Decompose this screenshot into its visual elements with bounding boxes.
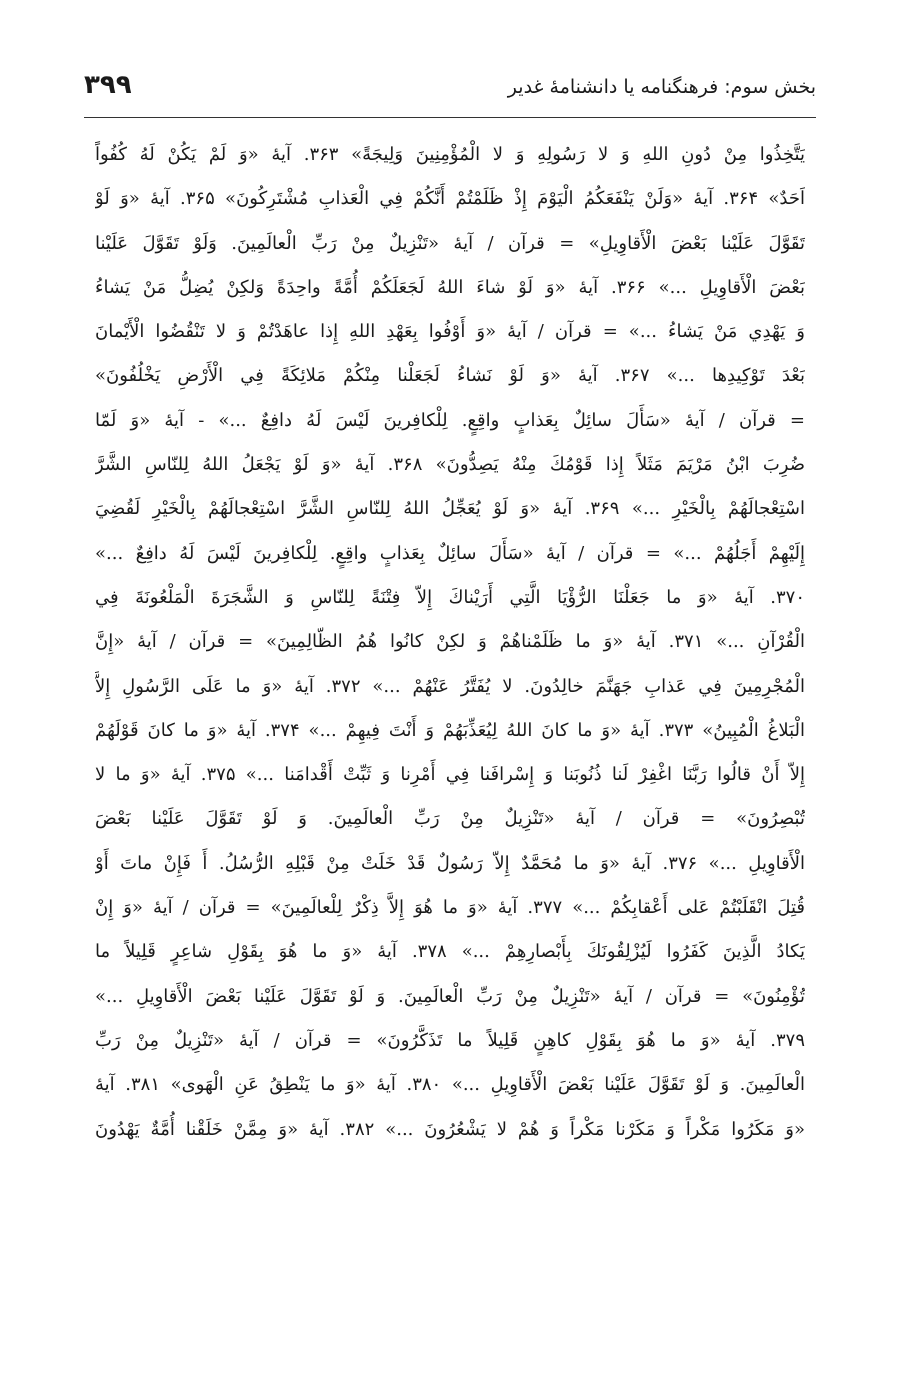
header-rule [84,117,816,118]
text-line: اسْتِعْجالَهُمْ بِالْخَيْرِ ...» ۳۶۹. آيهٔ «وَ لَوْ يُعَجِّلُ اللهُ لِلنّاسِ الشَّرَّ اسْتِعْجالَهُمْ بِالْخَيْرِ لَقُضِيَ [95,498,805,520]
text-line: تُبْصِرُونَ» = قرآن / آيهٔ «تَنْزِيلٌ مِنْ رَبِّ الْعالَمِينَ. وَ لَوْ تَقَوَّلَ عَلَيْنا بَعْضَ [95,808,805,830]
text-line: الْبَلاغُ الْمُبِينُ» ۳۷۳. آيهٔ «وَ ما كانَ اللهُ لِيُعَذِّبَهُمْ وَ أَنْتَ فِيهِمْ ...» ۳۷۴. آيهٔ «وَ ما كانَ قَوْلَهُمْ [95,719,805,741]
text-line: قُتِلَ انْقَلَبْتُمْ عَلى أَعْقابِكُمْ ...» ۳۷۷. آيهٔ «وَ ما هُوَ إِلاَّ ذِكْرٌ لِلْعالَمِينَ» = قرآن / آيهٔ «وَ إِنْ [95,897,805,919]
text-line: ضُرِبَ ابْنُ مَرْيَمَ مَثَلاً إِذا قَوْمُكَ مِنْهُ يَصِدُّونَ» ۳۶۸. آيهٔ «وَ لَوْ يَجْعَلُ اللهُ لِلنّاسِ الشَّرَّ [95,454,805,476]
text-line: ۳۷۹. آيهٔ «وَ ما هُوَ بِقَوْلِ كاهِنٍ قَلِيلاً ما تَذَكَّرُونَ» = قرآن / آيهٔ «تَنْزِيلٌ مِنْ رَبِّ [95,1029,805,1051]
text-line: «وَ مَكَرُوا مَكْراً وَ مَكَرْنا مَكْراً وَ هُمْ لا يَشْعُرُونَ ...» ۳۸۲. آيهٔ «وَ مِمَّنْ خَلَقْنا أُمَّةٌ يَهْدُونَ [95,1118,805,1140]
text-line: يَكادُ الَّذِينَ كَفَرُوا لَيُزْلِقُونَكَ بِأَبْصارِهِمْ ...» ۳۷۸. آيهٔ «وَ ما هُوَ بِقَوْلِ شاعِرٍ قَلِيلاً ما [95,941,805,963]
text-line: إِلَيْهِمْ أَجَلُهُمْ ...» = قرآن / آيهٔ «سَأَلَ سائِلٌ بِعَذابٍ واقِعٍ. لِلْكافِرينَ لَيْسَ لَهُ دافِعٌ ...» [95,542,805,564]
text-line: الْمُجْرِمِينَ فِي عَذابِ جَهَنَّمَ خالِدُونَ. لا يُفَتَّرُ عَنْهُمْ ...» ۳۷۲. آيهٔ «وَ ما عَلَى الرَّسُولِ إِلاَّ [95,675,805,697]
page-header [84,70,816,110]
page-number: ۳۹۹ [84,70,132,100]
text-line: إِلاّ أَنْ قالُوا رَبَّنَا اغْفِرْ لَنا ذُنُوبَنا وَ إِسْرافَنا فِي أَمْرِنا وَ ثَبِّتْ أَقْدامَنا ...» ۳۷۵. آيهٔ «وَ ما لا [95,764,805,786]
text-line: الْقُرْآنِ ...» ۳۷۱. آيهٔ «وَ ما ظَلَمْناهُمْ وَ لكِنْ كانُوا هُمُ الظّالِمِينَ» = قرآن / آيهٔ «إِنَّ [95,631,805,653]
text-line: بَعْضَ الْأَقاوِيلِ ...» ۳۶۶. آيهٔ «وَ لَوْ شاءَ اللهُ لَجَعَلَكُمْ أُمَّةً واحِدَةً وَلكِنْ يُضِلُّ مَنْ يَشاءُ [95,276,805,298]
text-line: الْعالَمِينَ. وَ لَوْ تَقَوَّلَ عَلَيْنا بَعْضَ الْأَقاوِيلِ ...» ۳۸۰. آيهٔ «وَ ما يَنْطِقُ عَنِ الْهَوى» ۳۸۱. آيهٔ [95,1074,805,1096]
text-line: الْأَقاوِيلِ ...» ۳۷۶. آيهٔ «وَ ما مُحَمَّدٌ إِلاّ رَسُولٌ قَدْ خَلَتْ مِنْ قَبْلِهِ الرُّسُلُ. أَ فَإِنْ ماتَ أَوْ [95,852,805,874]
text-line: تَقَوَّلَ عَلَيْنا بَعْضَ الْأَقاوِيلِ» = قرآن / آيهٔ «تَنْزِيلٌ مِنْ رَبِّ الْعالَمِينَ. وَلَوْ تَقَوَّلَ عَلَيْنا [95,232,805,254]
text-line: تُؤْمِنُونَ» = قرآن / آيهٔ «تَنْزِيلٌ مِنْ رَبِّ الْعالَمِينَ. وَ لَوْ تَقَوَّلَ عَلَيْنا بَعْضَ الْأَقاوِيلِ ...» [95,985,805,1007]
text-line: ۳۷۰. آيهٔ «وَ ما جَعَلْنَا الرُّؤْيَا الَّتِي أَرَيْناكَ إِلاّ فِتْنَةً لِلنّاسِ وَ الشَّجَرَةَ الْمَلْعُونَةَ فِي [95,586,805,608]
text-line: يَتَّخِذُوا مِنْ دُونِ اللهِ وَ لا رَسُولِهِ وَ لا الْمُؤْمِنِينَ وَلِيجَةً» ۳۶۳. آيهٔ «وَ لَمْ يَكُنْ لَهُ كُفُواً [95,144,805,165]
text-line: وَ يَهْدِي مَنْ يَشاءُ ...» = قرآن / آيهٔ «وَ أَوْفُوا بِعَهْدِ اللهِ إِذا عاهَدْتُمْ وَ لا تَنْقُضُوا الْأَيْمانَ [95,321,805,343]
body-text [95,133,805,1330]
text-line: اَحَدٌ» ۳۶۴. آيهٔ «وَلَنْ يَنْفَعَكُمُ الْيَوْمَ إِذْ ظَلَمْتُمْ أَنَّكُمْ فِي الْعَذابِ مُشْتَرِكُونَ» ۳۶۵. آيهٔ «وَ لَوْ [95,188,805,210]
text-line: بَعْدَ تَوْكِيدِها ...» ۳۶۷. آيهٔ «وَ لَوْ نَشاءُ لَجَعَلْنا مِنْكُمْ مَلائِكَةً فِي الْأَرْضِ يَخْلُفُونَ» [95,365,805,387]
running-title: بخش سوم: فرهنگنامه یا دانشنامهٔ غدیر [507,76,816,98]
text-line: = قرآن / آيهٔ «سَأَلَ سائِلٌ بِعَذابٍ واقِعٍ. لِلْكافِرينَ لَيْسَ لَهُ دافِعٌ ...» - آيهٔ «وَ لَمّا [95,409,805,431]
